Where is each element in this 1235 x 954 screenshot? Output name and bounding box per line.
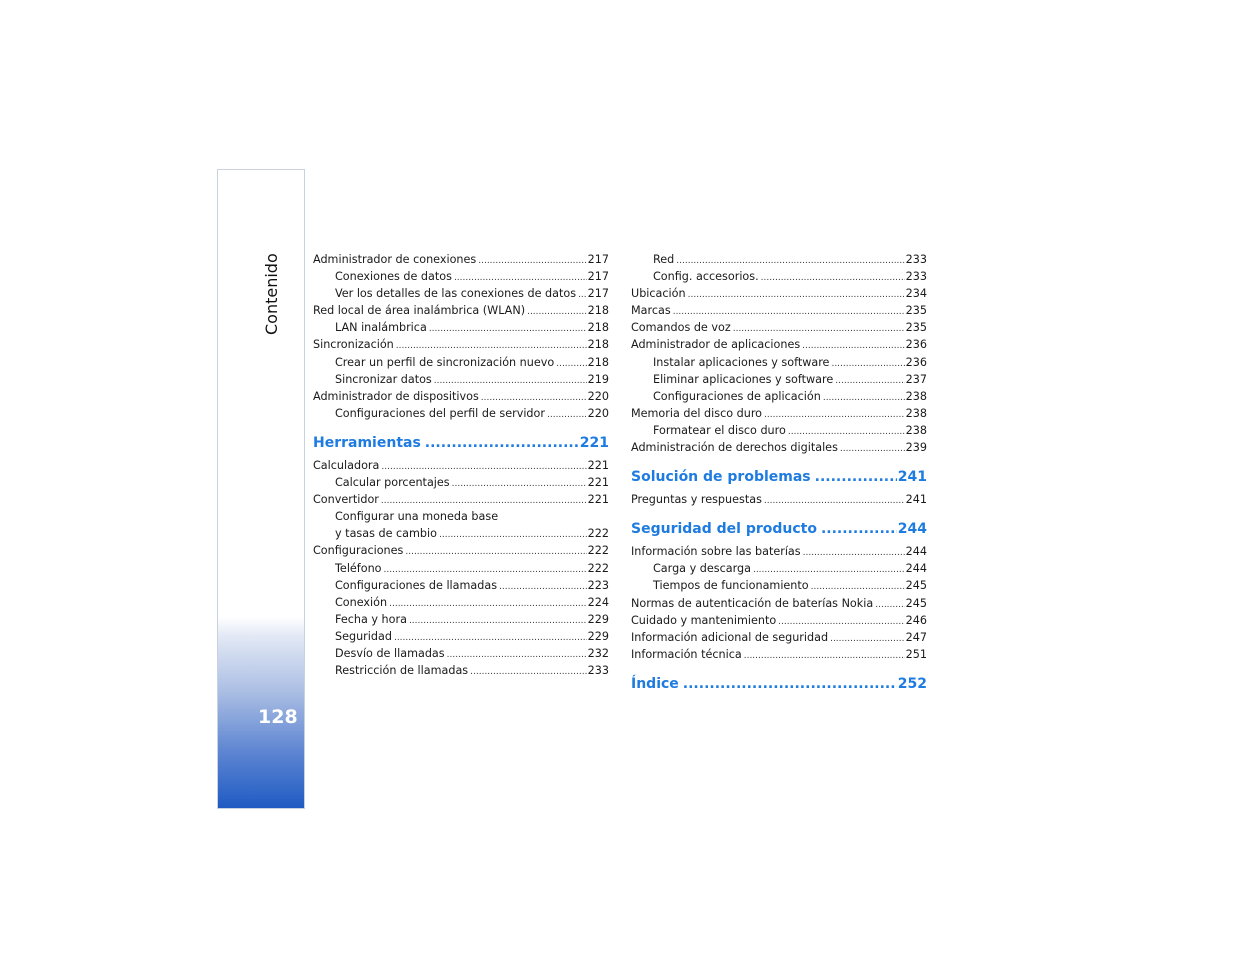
leader-dots	[389, 596, 587, 613]
toc-entry[interactable]	[631, 388, 927, 405]
toc-entry[interactable]	[313, 388, 609, 405]
entry-page: 234	[905, 287, 927, 301]
leader-dots	[764, 493, 905, 510]
entry-label: Información adicional de seguridad	[631, 630, 829, 644]
toc-entry[interactable]	[631, 646, 927, 663]
toc-entry[interactable]	[313, 628, 609, 645]
entry-page: 223	[587, 578, 609, 592]
toc-entry[interactable]	[313, 474, 609, 491]
leader-dots	[556, 356, 586, 373]
toc-section-seguridad[interactable]	[631, 518, 927, 540]
toc-entry[interactable]	[631, 491, 927, 508]
leader-dots	[470, 664, 587, 681]
entry-label: Instalar aplicaciones y software	[653, 355, 830, 369]
leader-dots	[823, 390, 905, 407]
toc-entry[interactable]	[631, 405, 927, 422]
entry-page: 221	[587, 476, 609, 490]
page-number: 128	[258, 706, 298, 728]
entry-page: 219	[587, 372, 609, 386]
toc-column-right	[631, 251, 927, 698]
entry-label: Red local de área inalámbrica (WLAN)	[313, 304, 526, 318]
entry-label: Tiempos de funcionamiento	[653, 579, 809, 593]
entry-label: Conexión	[335, 595, 388, 609]
entry-page: 236	[905, 355, 927, 369]
entry-page: 218	[587, 355, 609, 369]
entry-page: 221	[587, 458, 609, 472]
entry-page: 238	[905, 423, 927, 437]
toc-section-solucion[interactable]	[631, 466, 927, 488]
entry-page: 220	[587, 389, 609, 403]
entry-page: 218	[587, 321, 609, 335]
toc-group	[631, 491, 927, 508]
leader-dots	[547, 407, 587, 424]
entry-label: Normas de autenticación de baterías Nokia	[631, 596, 874, 610]
entry-label: Eliminar aplicaciones y software	[653, 372, 834, 386]
leader-dots	[425, 432, 579, 454]
entry-page: 244	[905, 545, 927, 559]
toc-group	[631, 543, 927, 663]
toc-entry[interactable]	[631, 422, 927, 439]
toc-section-indice[interactable]	[631, 673, 927, 695]
entry-page: 229	[587, 629, 609, 643]
entry-page: 217	[587, 270, 609, 284]
toc-entry[interactable]	[631, 371, 927, 388]
entry-page: 222	[587, 561, 609, 575]
leader-dots	[761, 270, 905, 287]
section-title: Contenido	[262, 253, 281, 335]
entry-label: Configuraciones de llamadas	[335, 578, 498, 592]
entry-label: Teléfono	[335, 561, 382, 575]
toc-entry[interactable]	[313, 336, 609, 353]
entry-page: 232	[587, 646, 609, 660]
leader-dots	[830, 631, 905, 648]
entry-label: Conexiones de datos	[335, 270, 452, 284]
leader-dots	[840, 441, 905, 458]
leader-dots	[409, 613, 587, 630]
entry-page: 237	[905, 372, 927, 386]
toc-entry[interactable]	[631, 629, 927, 646]
entry-page: 247	[905, 630, 927, 644]
toc-entry[interactable]	[631, 595, 927, 612]
entry-label: Memoria del disco duro	[631, 406, 763, 420]
leader-dots	[803, 545, 905, 562]
entry-label: Preguntas y respuestas	[631, 493, 762, 507]
entry-label: Marcas	[631, 304, 671, 318]
entry-label: y tasas de cambio	[335, 527, 437, 541]
entry-page: 246	[905, 613, 927, 627]
entry-page: 221	[587, 493, 609, 507]
toc-entry-multiline-first[interactable]: Configurar una moneda base	[335, 510, 499, 524]
entry-label: Ver los detalles de las conexiones de datos	[335, 287, 577, 301]
leader-dots	[499, 579, 587, 596]
leader-dots	[429, 321, 587, 338]
toc-entry[interactable]	[313, 251, 609, 268]
entry-label: Administrador de conexiones	[313, 253, 477, 266]
section-page: 241	[897, 469, 927, 486]
entry-label: Administrador de dispositivos	[313, 389, 479, 403]
leader-dots	[835, 373, 904, 390]
entry-page: 239	[905, 441, 927, 455]
toc-entry[interactable]	[313, 560, 609, 577]
entry-page: 218	[587, 338, 609, 352]
toc-entry[interactable]	[313, 457, 609, 474]
entry-page: 244	[905, 562, 927, 576]
toc-column-left	[313, 251, 609, 679]
entry-label: Ubicación	[631, 287, 686, 301]
leader-dots	[439, 527, 587, 544]
leader-dots	[875, 597, 904, 614]
entry-page: 224	[587, 595, 609, 609]
entry-label: Configuraciones de aplicación	[653, 389, 821, 403]
leader-dots	[527, 304, 587, 321]
leader-dots	[688, 287, 905, 304]
entry-page: 218	[587, 304, 609, 318]
toc-entry[interactable]	[313, 371, 609, 388]
toc-entry[interactable]	[313, 405, 609, 422]
toc-entry[interactable]	[313, 611, 609, 628]
entry-label: Configuraciones	[313, 544, 404, 558]
leader-dots	[452, 476, 587, 493]
entry-page: 236	[905, 338, 927, 352]
toc-group	[313, 251, 609, 422]
entry-page: 233	[905, 270, 927, 284]
toc-entry[interactable]	[631, 543, 927, 560]
toc-entry[interactable]	[631, 251, 927, 268]
toc-entry[interactable]	[631, 285, 927, 302]
toc-entry[interactable]	[313, 577, 609, 594]
entry-page: 217	[587, 287, 609, 301]
entry-page: 238	[905, 406, 927, 420]
leader-dots	[578, 287, 587, 304]
toc-entry[interactable]	[631, 560, 927, 577]
entry-page: 235	[905, 321, 927, 335]
toc-entry[interactable]	[313, 354, 609, 371]
entry-page: 235	[905, 304, 927, 318]
toc-entry[interactable]	[313, 491, 609, 508]
entry-label: LAN inalámbrica	[335, 321, 427, 335]
entry-page: 217	[587, 253, 609, 266]
entry-label: Seguridad	[335, 629, 392, 643]
toc-entry[interactable]	[631, 336, 927, 353]
entry-page: 238	[905, 389, 927, 403]
entry-page: 241	[905, 493, 927, 507]
entry-label: Cuidado y mantenimiento	[631, 613, 777, 627]
entry-label: Config. accesorios.	[653, 270, 759, 284]
toc-group	[313, 542, 609, 679]
entry-label: Convertidor	[313, 493, 379, 507]
entry-label: Sincronizar datos	[335, 372, 432, 386]
leader-dots	[478, 253, 586, 270]
toc-group	[631, 251, 927, 456]
toc-entry[interactable]	[631, 577, 927, 594]
entry-label: Fecha y hora	[335, 612, 407, 626]
entry-label: Sincronización	[313, 338, 394, 352]
leader-dots	[683, 673, 897, 695]
toc-entry[interactable]	[631, 612, 927, 629]
toc-entry[interactable]	[631, 268, 927, 285]
entry-label: Crear un perfil de sincronización nuevo	[335, 355, 555, 369]
entry-label: Configuraciones del perfil de servidor	[335, 406, 545, 420]
entry-page: 251	[905, 647, 927, 661]
toc-section-herramientas[interactable]	[313, 432, 609, 454]
leader-dots	[821, 518, 897, 540]
toc-entry[interactable]	[313, 285, 609, 302]
entry-page: 229	[587, 612, 609, 626]
section-page: 252	[897, 675, 927, 692]
section-page: 244	[897, 521, 927, 538]
leader-dots	[815, 466, 897, 488]
toc-entry[interactable]	[313, 319, 609, 336]
section-label: Índice	[631, 675, 679, 692]
entry-label: Desvío de llamadas	[335, 646, 445, 660]
entry-page: 245	[905, 596, 927, 610]
entry-label: Formatear el disco duro	[653, 423, 786, 437]
entry-page: 222	[587, 544, 609, 558]
leader-dots	[744, 648, 905, 665]
toc-entry[interactable]	[631, 354, 927, 371]
entry-page: 233	[905, 253, 927, 266]
toc-entry[interactable]	[313, 594, 609, 611]
entry-label: Calcular porcentajes	[335, 476, 450, 490]
toc-entry[interactable]	[631, 302, 927, 319]
section-label: Solución de problemas	[631, 469, 811, 486]
entry-label: Comandos de voz	[631, 321, 731, 335]
entry-label: Información técnica	[631, 647, 742, 661]
section-label: Herramientas	[313, 434, 421, 451]
toc-entry[interactable]	[313, 645, 609, 662]
entry-label: Información sobre las baterías	[631, 545, 801, 559]
entry-label: Calculadora	[313, 458, 380, 472]
entry-page: 233	[587, 664, 609, 678]
entry-label: Administración de derechos digitales	[631, 441, 838, 455]
entry-page: 222	[587, 527, 609, 541]
toc-entry[interactable]	[313, 525, 609, 542]
entry-label: Red	[653, 253, 675, 266]
entry-page: 245	[905, 579, 927, 593]
toc-entry[interactable]	[313, 302, 609, 319]
leader-dots	[831, 356, 904, 373]
entry-label: Restricción de llamadas	[335, 664, 469, 678]
entry-label: Administrador de aplicaciones	[631, 338, 801, 352]
toc-entry[interactable]	[631, 319, 927, 336]
toc-entry[interactable]	[313, 542, 609, 559]
entry-label: Carga y descarga	[653, 562, 751, 576]
toc-group	[313, 457, 609, 508]
section-page: 221	[579, 434, 609, 451]
section-label: Seguridad del producto	[631, 521, 817, 538]
entry-page: 220	[587, 406, 609, 420]
toc-entry[interactable]	[313, 268, 609, 285]
toc-entry[interactable]	[313, 662, 609, 679]
leader-dots	[405, 544, 586, 561]
toc-entry[interactable]	[631, 439, 927, 456]
